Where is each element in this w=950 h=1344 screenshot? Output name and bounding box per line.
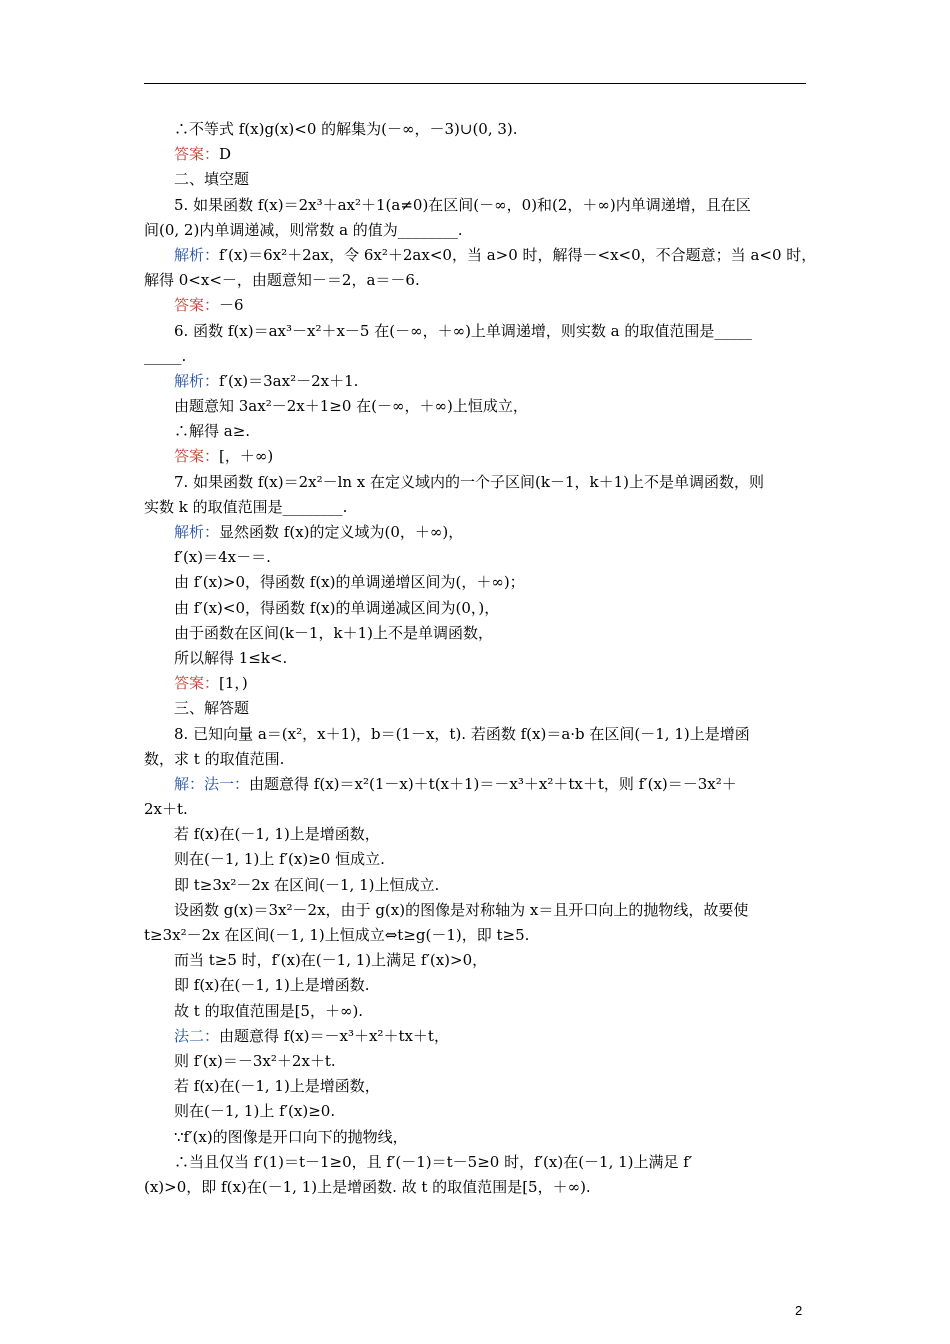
line-text: t≥3x²－2x 在区间(－1, 1)上恒成立⇔t≥g(－1)，即 t≥5. [144, 926, 530, 944]
text-line [144, 973, 806, 998]
text-line [144, 1024, 806, 1049]
text-line [144, 596, 806, 621]
text-line [144, 394, 806, 419]
text-line [144, 646, 806, 671]
text-line [144, 142, 806, 167]
text-line [144, 243, 817, 268]
line-text: 若 f(x)在(－1, 1)上是增函数， [174, 1077, 380, 1096]
answer-label: 答案： [174, 674, 220, 693]
text-line [144, 570, 806, 595]
line-text: 则在(－1, 1)上 f′(x)≥0. [174, 1102, 336, 1121]
line-text: D [219, 145, 232, 164]
line-text: 显然函数 f(x)的定义域为(0，＋∞)， [219, 523, 464, 541]
text-line [144, 847, 806, 872]
line-text: 则 f′(x)＝－3x²＋2x＋t. [174, 1051, 336, 1070]
line-text: ∴不等式 f(x)g(x)<0 的解集为(－∞，－3)∪(0, 3). [174, 120, 518, 138]
text-line [144, 1175, 806, 1200]
text-line [144, 495, 806, 520]
text-line [144, 520, 806, 545]
text-line [144, 948, 806, 973]
line-text: －6 [219, 296, 244, 315]
line-text: 6. 函数 f(x)＝ax³－x²＋x－5 在(－∞，＋∞)上单调递增，则实数 a 的取值范围是_____ [174, 321, 752, 340]
line-text: 解得 0<x<－，由题意知－＝2，a＝－6. [144, 271, 420, 290]
line-text: _____. [144, 346, 187, 365]
line-text: ∴当且仅当 f′(1)＝t－1≥0，且 f′(－1)＝t－5≥0 时，f′(x)在(－1, 1)上满足 f′ [174, 1152, 693, 1171]
solution-label: 解：法一： [174, 774, 250, 793]
line-text: 实数 k 的取值范围是________. [144, 497, 348, 516]
text-line [144, 999, 806, 1024]
solution-label: 解析： [174, 371, 220, 390]
answer-label: 答案： [174, 447, 220, 466]
line-text: [，＋∞) [219, 447, 274, 466]
line-text: 即 t≥3x²－2x 在区间(－1, 1)上恒成立. [174, 875, 440, 894]
line-text: 故 t 的取值范围是[5，＋∞). [174, 1001, 364, 1020]
solution-label: 解析： [174, 523, 220, 541]
line-text: f′(x)＝6x²＋2ax，令 6x²＋2ax<0，当 a>0 时，解得－<x<0，不合题意；当 a<0 时， [219, 245, 817, 264]
text-line [144, 873, 806, 898]
line-text: 设函数 g(x)＝3x²－2x，由于 g(x)的图像是对称轴为 x＝且开口向上的抛物线，故要使 [174, 900, 749, 919]
text-line [144, 268, 806, 293]
text-line [144, 923, 806, 948]
text-line [144, 193, 806, 218]
line-text: 即 f(x)在(－1, 1)上是增函数. [174, 976, 370, 995]
text-line [144, 419, 806, 444]
text-line [144, 167, 806, 192]
line-text: f′(x)＝3ax²－2x＋1. [219, 371, 359, 390]
text-line [144, 319, 806, 344]
line-text: 数，求 t 的取值范围. [144, 749, 285, 768]
text-line [144, 797, 806, 822]
text-line [144, 1074, 806, 1099]
text-line [144, 1150, 806, 1175]
line-text: 由 f′(x)<0，得函数 f(x)的单调递减区间为(0，)， [174, 598, 500, 617]
line-text: 三、解答题 [174, 699, 250, 718]
text-line [144, 117, 806, 142]
line-text: 则在(－1, 1)上 f′(x)≥0 恒成立. [174, 850, 385, 869]
line-text: 而当 t≥5 时，f′(x)在(－1, 1)上满足 f′(x)>0， [174, 951, 488, 970]
text-line [144, 1049, 806, 1074]
line-text: 由于函数在区间(k－1，k＋1)上不是单调函数， [174, 623, 493, 642]
text-line [144, 470, 806, 495]
answer-label: 答案： [174, 296, 220, 315]
page-number: 2 [795, 1303, 803, 1318]
text-line [144, 344, 806, 369]
line-text: 由题意知 3ax²－2x＋1≥0 在(－∞，＋∞)上恒成立， [174, 397, 528, 416]
solution-label: 法二： [174, 1026, 220, 1045]
text-line [144, 671, 806, 696]
line-text: ∵f′(x)的图像是开口向下的抛物线， [174, 1127, 408, 1146]
line-text: 由题意得 f(x)＝－x³＋x²＋tx＋t， [219, 1026, 449, 1045]
text-line [144, 369, 806, 394]
header-rule [144, 83, 806, 84]
text-line [144, 898, 806, 923]
line-text: 8. 已知向量 a＝(x²，x＋1)，b＝(1－x，t). 若函数 f(x)＝a·b 在区间(－1, 1)上是增函 [174, 724, 750, 743]
line-text: 所以解得 1≤k<. [174, 648, 288, 667]
line-text: 间(0, 2)内单调递减，则常数 a 的值为________. [144, 220, 463, 239]
line-text: (x)>0，即 f(x)在(－1, 1)上是增函数. 故 t 的取值范围是[5，＋∞). [144, 1177, 591, 1196]
text-line [144, 722, 806, 747]
text-line [144, 772, 806, 797]
line-text: 5. 如果函数 f(x)＝2x³＋ax²＋1(a≠0)在区间(－∞，0)和(2，＋∞)内单调递增，且在区 [174, 195, 751, 214]
text-line [144, 444, 806, 469]
solution-label: 解析： [174, 245, 220, 264]
text-line [144, 696, 806, 721]
line-text: 若 f(x)在(－1, 1)上是增函数， [174, 825, 380, 844]
text-line [144, 747, 806, 772]
line-text: 7. 如果函数 f(x)＝2x²－ln x 在定义域内的一个子区间(k－1，k＋1)上不是单调函数，则 [174, 472, 765, 491]
answer-label: 答案： [174, 145, 220, 164]
text-line [144, 621, 806, 646]
line-text: f′(x)＝4x－＝. [174, 548, 271, 567]
line-text: 2x＋t. [144, 800, 188, 819]
line-text: 二、填空题 [174, 170, 250, 189]
line-text: 由 f′(x)>0，得函数 f(x)的单调递增区间为(，＋∞)； [174, 573, 525, 592]
line-text: [1，) [219, 674, 248, 693]
text-line [144, 822, 806, 847]
document-body [144, 117, 817, 1200]
text-line [144, 1099, 806, 1124]
text-line [144, 218, 806, 243]
line-text: 由题意得 f(x)＝x²(1－x)＋t(x＋1)＝－x³＋x²＋tx＋t，则 f′(x)＝－3x²＋ [249, 774, 737, 793]
text-line [144, 1125, 806, 1150]
line-text: ∴解得 a≥. [174, 422, 251, 441]
text-line [144, 545, 806, 570]
text-line [144, 293, 806, 318]
